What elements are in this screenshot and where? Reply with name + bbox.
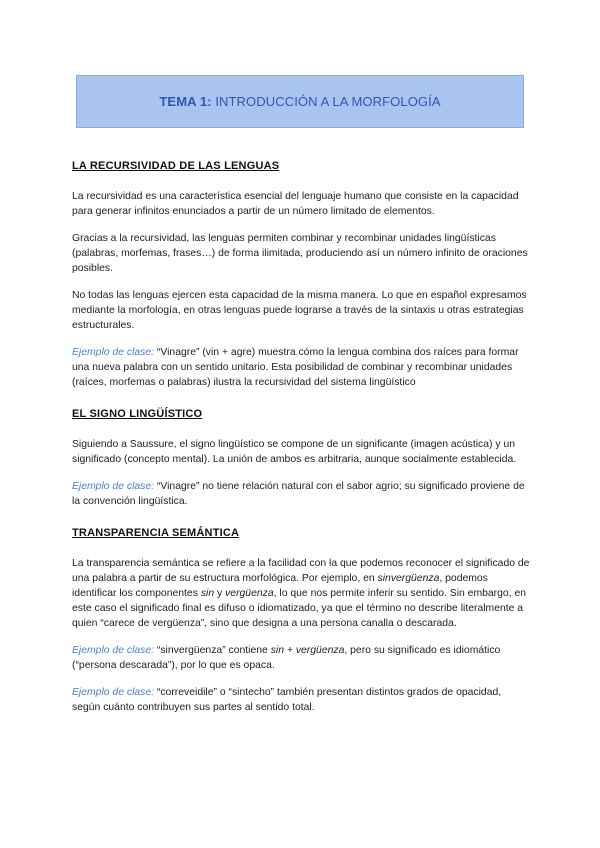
italic-term: sin <box>200 588 215 599</box>
title-text: INTRODUCCIÓN A LA MORFOLOGÍA <box>211 94 441 109</box>
page-title <box>159 94 440 109</box>
example-paragraph <box>72 345 532 390</box>
paragraph: Gracias a la recursividad, las lenguas permiten combinar y recombinar unidades lingüísticas (palabras, morfemas, frases…) de forma ilimitada, produciendo así un número infinito de oraciones posibles. <box>72 233 528 274</box>
text-run: La transparencia semántica se refiere a la facilidad con la que podemos reconocer el significado de una palabra a partir de su estructura morfológica. Por ejemplo, en <box>72 558 530 584</box>
text-run: , podemos identificar los componentes <box>72 573 488 599</box>
paragraph <box>72 556 532 631</box>
example-paragraph <box>72 643 532 673</box>
example-text: “correveidile” o “sintecho” también presentan distintos grados de opacidad, según cuánto contribuyen sus partes al sentido total. <box>72 687 502 713</box>
italic-term: vergüenza <box>225 588 274 599</box>
example-text: “Vinagre” (vin + agre) muestra cómo la lengua combina dos raíces para formar una nueva palabra con un sentido unitario. Esta posibilidad de combinar y recombinar unidades (raíces, morfemas o palabras) ilustra la recursividad del sistema lingüístico <box>72 347 519 388</box>
paragraph: La recursividad es una característica esencial del lenguaje humano que consiste en la capacidad para generar infinitos enunciados a partir de un número limitado de elementos. <box>72 191 519 217</box>
section-heading-recursividad: LA RECURSIVIDAD DE LAS LENGUAS <box>72 160 280 172</box>
example-label: Ejemplo de clase: <box>72 687 155 698</box>
italic-term: sin + vergüenza <box>270 645 345 656</box>
document-body <box>72 160 532 727</box>
example-label: Ejemplo de clase: <box>72 481 155 492</box>
text-run: , pero su significado es idiomático (“persona descarada”), por lo que es opaca. <box>72 645 501 671</box>
paragraph: No todas las lenguas ejercen esta capacidad de la misma manera. Lo que en español expresamos mediante la morfología, en otras lenguas puede lograrse a través de la sintaxis u otras estrategias estructurales. <box>72 290 527 331</box>
title-box <box>76 75 524 128</box>
paragraph: Siguiendo a Saussure, el signo lingüístico se compone de un significante (imagen acústica) y un significado (concepto mental). La unión de ambos es arbitraria, aunque socialmente establecida. <box>72 439 517 465</box>
example-label: Ejemplo de clase: <box>72 347 155 358</box>
section-heading-transparencia: TRANSPARENCIA SEMÁNTICA <box>72 527 240 539</box>
section-heading-signo: EL SIGNO LINGÜÍSTICO <box>72 408 203 420</box>
text-run: “sinvergüenza” contiene <box>156 645 271 656</box>
example-label: Ejemplo de clase: <box>72 645 155 656</box>
example-text: “Vinagre” no tiene relación natural con el sabor agrio; su significado proviene de la convención lingüística. <box>72 481 525 507</box>
example-paragraph <box>72 685 532 715</box>
text-run: y <box>214 588 226 599</box>
title-prefix: TEMA 1: <box>159 94 212 109</box>
example-paragraph <box>72 479 532 509</box>
italic-term: sinvergüenza <box>377 573 440 584</box>
text-run: , lo que nos permite inferir su sentido. Sin embargo, en este caso el significado final es difuso o idiomatizado, ya que el término no describe literalmente a quien “carece de vergüenza”, sino que designa a una persona canalla o descarada. <box>72 588 527 629</box>
